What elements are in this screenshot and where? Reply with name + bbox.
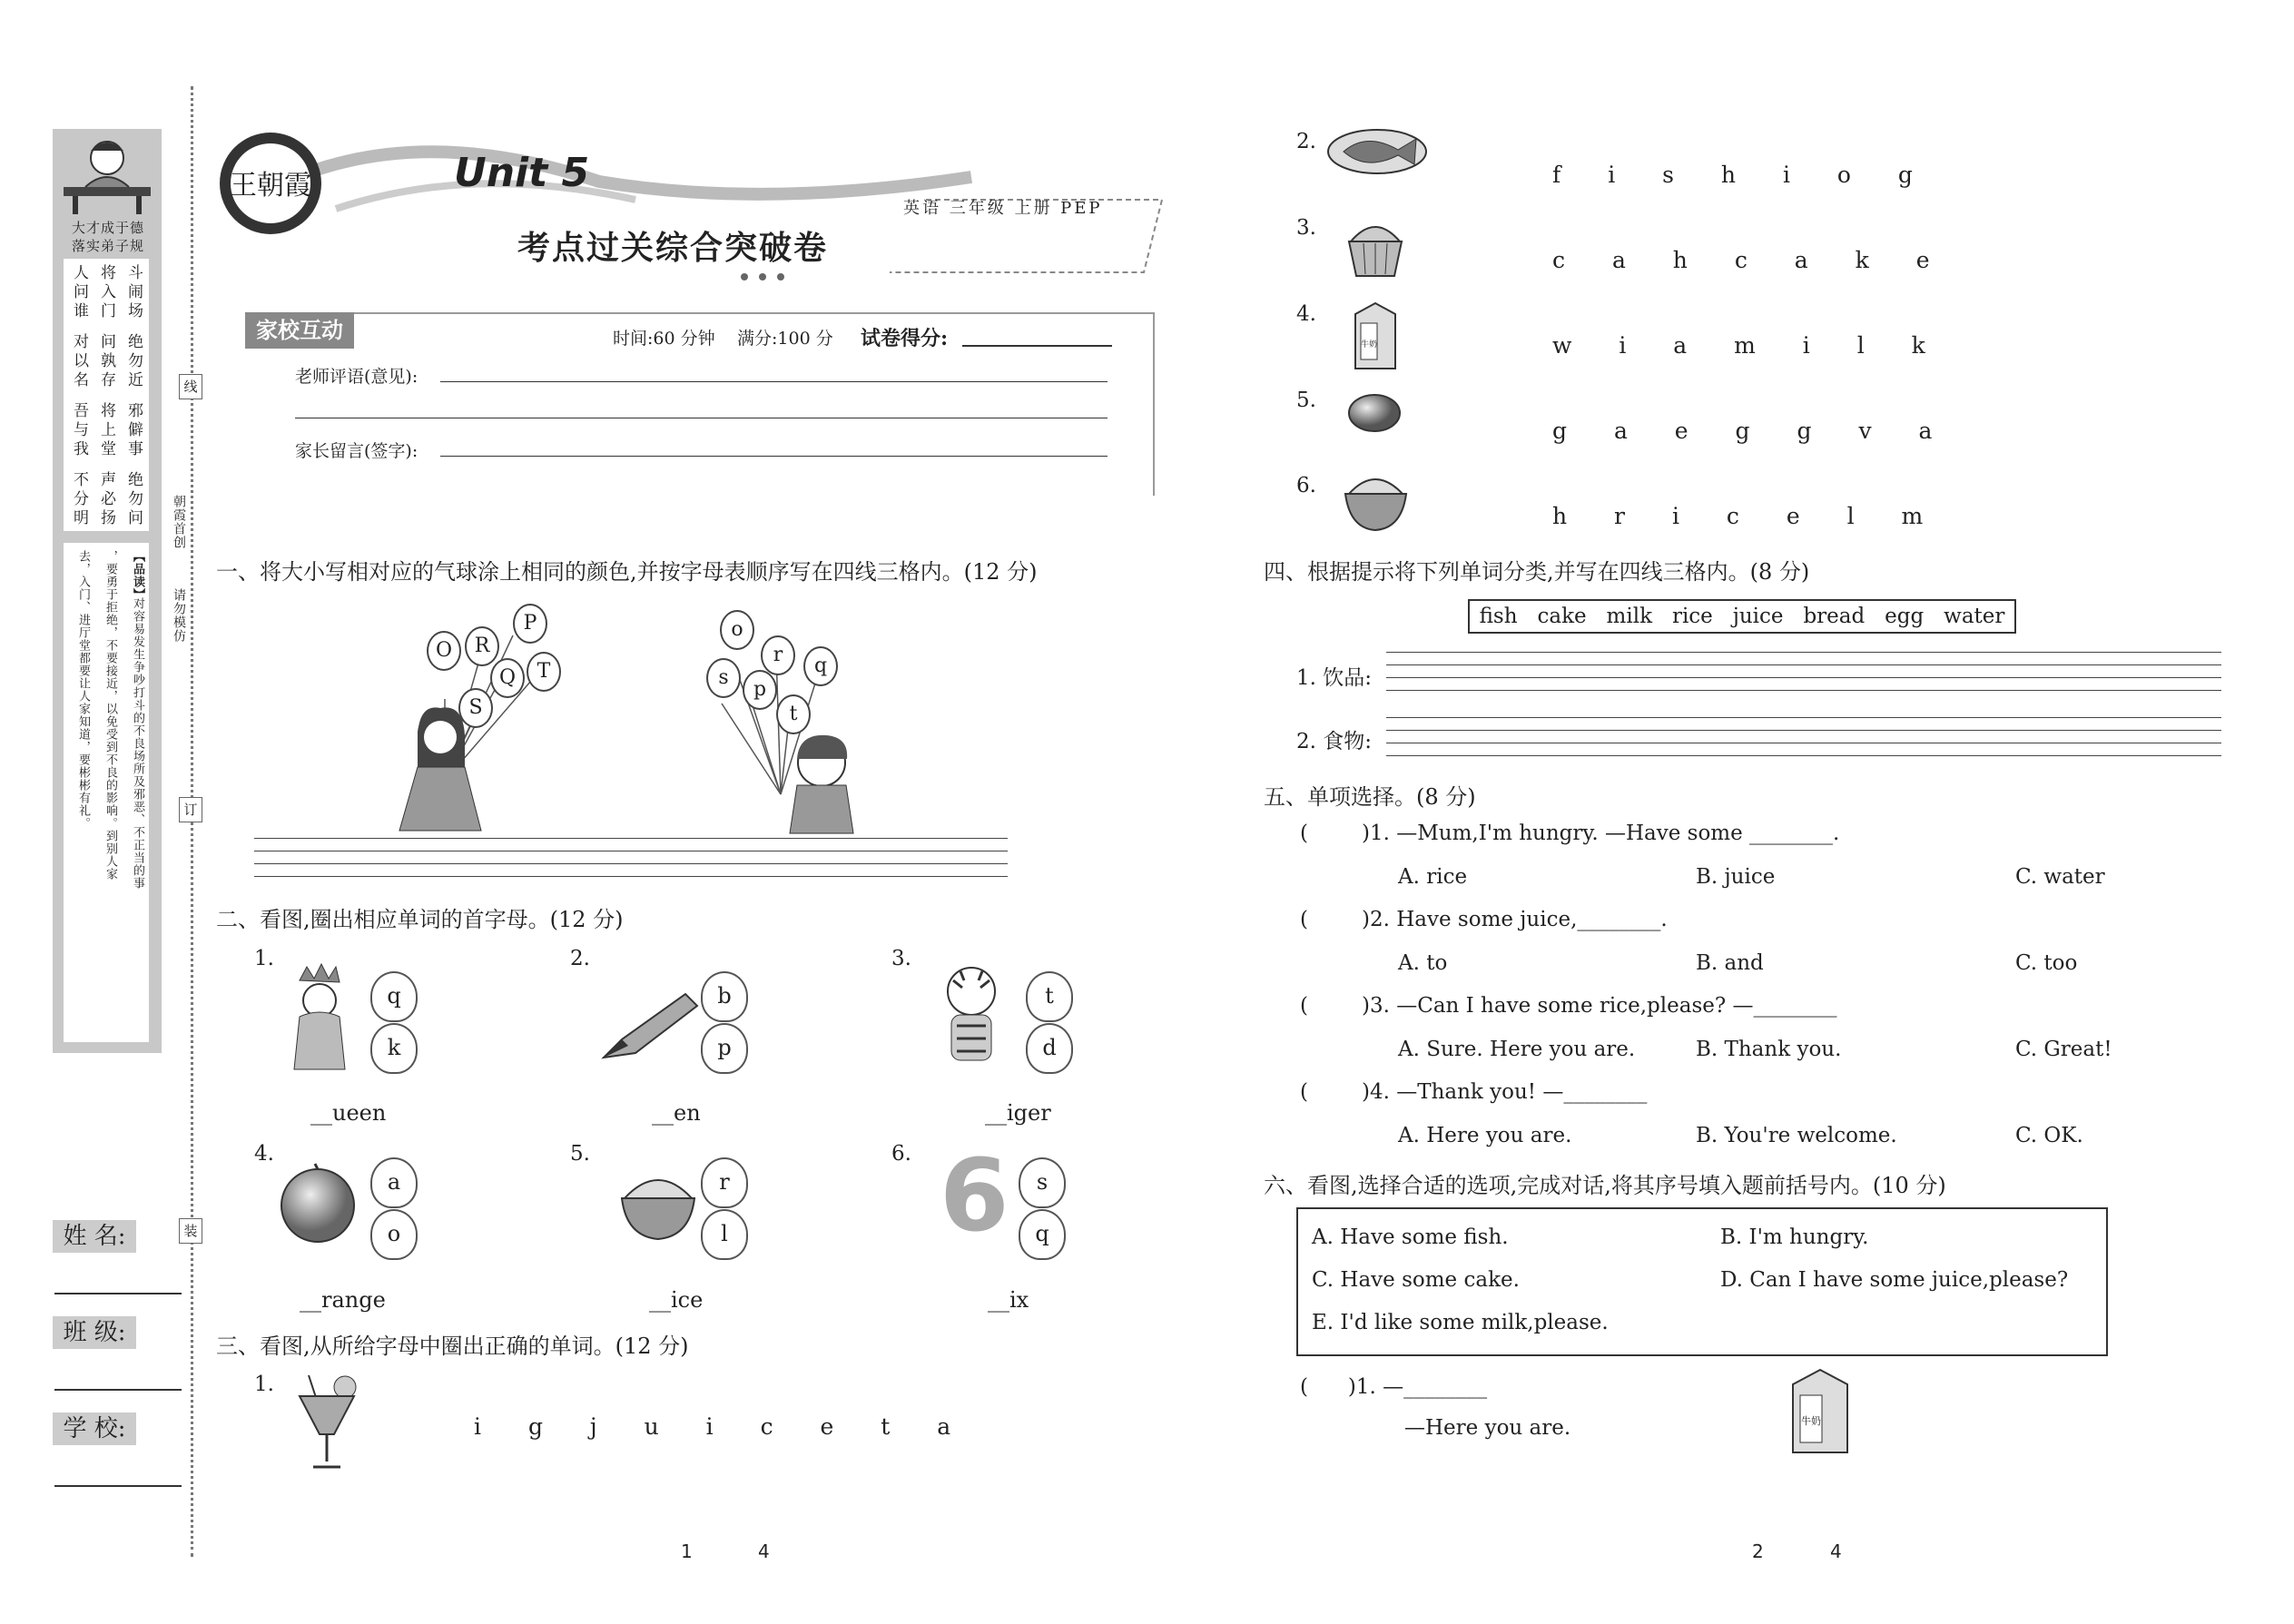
fill-word: __range: [300, 1287, 386, 1313]
rice-bowl-icon: [1342, 465, 1410, 533]
balloon[interactable]: T: [527, 652, 561, 692]
q3-item-num: 1.: [254, 1373, 274, 1396]
school-label: 学 校:: [53, 1412, 136, 1445]
balloon[interactable]: o: [720, 610, 754, 650]
balloon[interactable]: P: [513, 604, 547, 644]
four-line-grid[interactable]: [1386, 652, 2221, 653]
motto-col: 斗闹场: [124, 264, 143, 321]
motto-bottom: 落实弟子规: [71, 238, 144, 254]
fill-word: __iger: [985, 1100, 1051, 1126]
q5-question: )4. —Thank you! —________: [1362, 1080, 1648, 1104]
letter-row[interactable]: i g j u i c e t a: [474, 1413, 971, 1440]
option-c[interactable]: C. OK.: [2015, 1124, 2083, 1147]
cut-label: 线: [179, 374, 202, 399]
milk-label: 牛奶: [1360, 340, 1378, 349]
cake-icon: [1344, 216, 1407, 280]
name-label: 姓 名:: [53, 1220, 136, 1253]
score-field[interactable]: [962, 345, 1112, 347]
balloon[interactable]: q: [803, 646, 838, 686]
answer-paren[interactable]: (: [1300, 994, 1308, 1018]
motto-col: 绝勿问: [124, 471, 143, 528]
notice-text: 请勿模仿: [172, 588, 186, 643]
full-score-label: 满分:100 分: [737, 329, 833, 349]
letter-option[interactable]: b: [701, 971, 748, 1022]
parent-comment-line[interactable]: [440, 456, 1108, 457]
pindu-label: 【品读】: [131, 550, 144, 601]
rice-bowl-icon: [617, 1162, 699, 1244]
four-line-grid[interactable]: [1386, 717, 2221, 718]
motto-col: 绝勿近: [124, 333, 143, 390]
q5-title: 五、单项选择。(8 分): [1264, 784, 1476, 810]
logo-icon: [216, 129, 325, 238]
letter-row[interactable]: f i s h i o g: [1552, 162, 1933, 188]
six-icon: 6: [940, 1137, 1009, 1254]
juice-glass-icon: [290, 1371, 363, 1475]
egg-icon: [1345, 390, 1404, 436]
letter-option[interactable]: k: [370, 1023, 418, 1074]
q5-question: )2. Have some juice,________.: [1362, 908, 1668, 931]
motto-box: [64, 259, 149, 531]
q6-option: A. Have some fish.: [1312, 1225, 1509, 1249]
motto-top: 大才成于德: [71, 220, 144, 236]
q6-question[interactable]: ( )1. —________: [1300, 1375, 1488, 1399]
pindu-text: ，要勇于拒绝，不要接近，以免受到不良的影响。到别人家: [103, 550, 117, 881]
parent-comment-label: 家长留言(签字):: [295, 441, 418, 461]
page-number: 1: [681, 1540, 693, 1562]
class-field[interactable]: [54, 1389, 182, 1391]
q3-item-num: 3.: [1296, 216, 1316, 240]
motto-col: 不分明: [70, 471, 88, 528]
q6-option: C. Have some cake.: [1312, 1268, 1520, 1292]
score-label: 试卷得分:: [861, 327, 949, 350]
pindu-box: [64, 543, 149, 1042]
queen-icon: [281, 962, 354, 1071]
four-line-grid[interactable]: [254, 838, 1008, 839]
q3-title: 三、看图,从所给字母中圈出正确的单词。(12 分): [216, 1334, 689, 1359]
q6-option: E. I'd like some milk,please.: [1312, 1311, 1609, 1334]
four-line-grid[interactable]: [254, 876, 1008, 877]
balloon[interactable]: O: [427, 631, 461, 671]
q3-item-num: 2.: [1296, 130, 1316, 153]
teacher-comment-label: 老师评语(意见):: [295, 367, 418, 387]
logo-text: 王朝霞: [230, 170, 311, 202]
q2-item-num: 5.: [570, 1142, 590, 1166]
cut-label: 装: [179, 1218, 202, 1244]
option-c[interactable]: C. too: [2015, 951, 2078, 975]
four-line-grid[interactable]: [1386, 730, 2221, 731]
q2-item-num: 6.: [891, 1142, 911, 1166]
four-line-grid[interactable]: [1386, 677, 2221, 678]
q4-title: 四、根据提示将下列单词分类,并写在四线三格内。(8 分): [1264, 559, 1810, 585]
letter-row[interactable]: g a e g g v a: [1552, 418, 1953, 444]
option-c[interactable]: C. water: [2015, 865, 2105, 889]
tiger-icon: [926, 962, 1017, 1071]
letter-option[interactable]: p: [701, 1023, 748, 1074]
letter-option[interactable]: q: [370, 971, 418, 1022]
class-label: 班 级:: [53, 1316, 136, 1349]
q2-item-num: 4.: [254, 1142, 274, 1166]
motto-col: 将上堂: [97, 402, 115, 459]
page-number: 4: [1830, 1540, 1842, 1562]
pindu-text: 对容易发生争吵打斗的不良场所及邪恶、不正当的事: [131, 597, 144, 890]
teacher-comment-line[interactable]: [440, 381, 1108, 382]
letter-row[interactable]: h r i c e l m: [1552, 503, 1944, 529]
motto-col: 声必扬: [97, 471, 115, 528]
letter-option[interactable]: d: [1026, 1023, 1073, 1074]
q6-answer: —Here you are.: [1404, 1416, 1571, 1440]
answer-paren[interactable]: (: [1300, 1080, 1308, 1104]
fill-word: __ice: [649, 1287, 704, 1313]
option-b[interactable]: B. You're welcome.: [1696, 1124, 1897, 1147]
motto-col: 问孰存: [97, 333, 115, 390]
four-line-grid[interactable]: [1386, 755, 2221, 756]
option-a[interactable]: A. to: [1398, 951, 1448, 975]
option-a[interactable]: A. rice: [1398, 865, 1468, 889]
balloon[interactable]: R: [465, 626, 499, 666]
page-number: 2: [1752, 1540, 1764, 1562]
motto-col: 吾与我: [70, 402, 88, 459]
q3-item-num: 6.: [1296, 474, 1316, 497]
four-line-grid[interactable]: [254, 863, 1008, 864]
letter-option[interactable]: o: [370, 1209, 418, 1260]
four-line-grid[interactable]: [1386, 690, 2221, 691]
letter-option[interactable]: r: [701, 1157, 748, 1208]
q3-item-num: 5.: [1296, 389, 1316, 412]
balloon[interactable]: s: [706, 658, 741, 698]
fill-word: __ueen: [310, 1100, 387, 1126]
drink-label: 1. 饮品:: [1296, 666, 1373, 690]
notice-text: 朝霞首创: [172, 495, 186, 549]
letter-row[interactable]: c a h c a k e: [1552, 247, 1950, 273]
school-field[interactable]: [54, 1485, 182, 1487]
motto-col: 人问谁: [70, 264, 88, 321]
time-label: 时间:60 分钟: [613, 329, 715, 349]
motto-col: 对以名: [70, 333, 88, 390]
q2-item-num: 1.: [254, 947, 274, 970]
answer-paren[interactable]: (: [1300, 822, 1308, 845]
letter-option[interactable]: q: [1019, 1209, 1066, 1260]
orange-icon: [277, 1162, 359, 1244]
scholar-boy-icon: [60, 134, 154, 216]
balloon[interactable]: p: [743, 670, 777, 710]
milk-carton-icon: [1348, 300, 1403, 372]
food-label: 2. 食物:: [1296, 730, 1373, 753]
letter-option[interactable]: l: [701, 1209, 748, 1260]
q3-item-num: 4.: [1296, 302, 1316, 326]
option-a[interactable]: A. Here you are.: [1398, 1124, 1572, 1147]
balloon[interactable]: r: [761, 635, 795, 675]
four-line-grid[interactable]: [1386, 664, 2221, 665]
milk-carton-icon: [1784, 1366, 1856, 1457]
motto-col: 邪僻事: [124, 402, 143, 459]
word-bank: fish cake milk rice juice bread egg water: [1468, 599, 2016, 634]
balloon[interactable]: Q: [490, 658, 525, 698]
q6-option: B. I'm hungry.: [1720, 1225, 1869, 1249]
fill-word: __ix: [988, 1287, 1029, 1313]
option-a[interactable]: A. Sure. Here you are.: [1398, 1038, 1636, 1061]
q2-title: 二、看图,圈出相应单词的首字母。(12 分): [216, 907, 624, 932]
balloon[interactable]: t: [776, 694, 811, 734]
letter-option[interactable]: s: [1019, 1157, 1066, 1208]
motto-col: 将入门: [97, 264, 115, 321]
cut-label: 订: [179, 797, 202, 822]
page-title: 考点过关综合突破卷: [517, 229, 829, 267]
q6-option: D. Can I have some juice,please?: [1720, 1268, 2069, 1292]
answer-paren[interactable]: (: [1300, 908, 1308, 931]
name-field[interactable]: [54, 1293, 182, 1294]
q2-item-num: 2.: [570, 947, 590, 970]
q1-title: 一、将大小写相对应的气球涂上相同的颜色,并按字母表顺序写在四线三格内。(12 分): [216, 559, 1038, 585]
letter-row[interactable]: w i a m i l k: [1552, 332, 1945, 359]
unit-title: Unit 5: [454, 150, 590, 196]
home-school-label: 家校互动: [245, 312, 354, 349]
fill-word: __en: [652, 1100, 701, 1126]
pindu-text: 去，入门、进厅堂都要让人家知道，要彬彬有礼。: [76, 550, 90, 830]
option-b[interactable]: B. juice: [1696, 865, 1776, 889]
milk-label: 牛奶: [1801, 1415, 1821, 1427]
option-b[interactable]: B. Thank you.: [1696, 1038, 1842, 1061]
option-c[interactable]: C. Great!: [2015, 1038, 2112, 1061]
q5-question: )1. —Mum,I'm hungry. —Have some ________.: [1362, 822, 1840, 845]
q5-question: )3. —Can I have some rice,please? —________: [1362, 994, 1837, 1018]
letter-option[interactable]: t: [1026, 971, 1073, 1022]
page-number: 4: [758, 1540, 770, 1562]
fish-plate-icon: [1325, 123, 1430, 177]
q2-item-num: 3.: [891, 947, 911, 970]
letter-option[interactable]: a: [370, 1157, 418, 1208]
balloon[interactable]: S: [458, 688, 493, 728]
pen-icon: [599, 989, 699, 1062]
boy-icon: [790, 735, 853, 833]
subject-label: 英语 三年级 上册 PEP: [903, 199, 1103, 218]
q6-title: 六、看图,选择合适的选项,完成对话,将其序号填入题前括号内。(10 分): [1264, 1173, 1946, 1198]
option-b[interactable]: B. and: [1696, 951, 1764, 975]
